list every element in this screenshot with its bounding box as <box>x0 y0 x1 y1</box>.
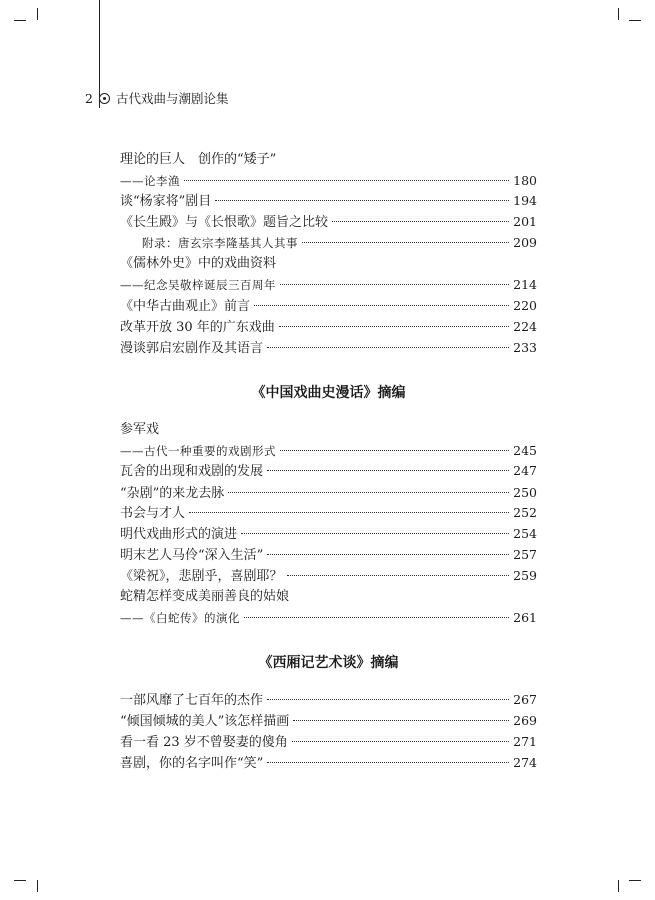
toc-entry-page: 269 <box>513 713 537 728</box>
toc-entry <box>120 420 537 440</box>
toc-entry <box>120 317 537 337</box>
toc-entry-page: 180 <box>513 173 537 188</box>
toc-entry-title: 《梁祝》，悲剧乎，喜剧耶？ <box>120 569 283 584</box>
toc-entry-page: 250 <box>513 485 537 500</box>
dot-leader <box>280 450 509 451</box>
running-header <box>85 90 229 106</box>
toc-entry <box>120 524 537 544</box>
toc-entry-title: 明代戏曲形式的演进 <box>120 527 238 542</box>
dot-leader <box>332 221 509 222</box>
toc-entry <box>120 212 537 232</box>
toc-entry <box>120 150 537 170</box>
toc-entry-page: 252 <box>513 505 537 520</box>
dot-leader <box>184 180 509 181</box>
page-number: 2 <box>85 90 93 106</box>
toc-entry-page: 271 <box>513 734 537 749</box>
toc-entry-title: “杂剧”的来龙去脉 <box>120 486 225 501</box>
dot-leader <box>267 347 509 348</box>
toc-entry <box>120 171 537 191</box>
book-title: 古代戏曲与潮剧论集 <box>116 91 229 106</box>
toc-entry-page: 214 <box>513 277 537 292</box>
toc-entry-title: 改革开放 30 年的广东戏曲 <box>120 320 275 335</box>
dot-leader <box>254 305 509 306</box>
crop-mark-bottom-right-h <box>629 880 641 881</box>
section-heading: 《中国戏曲史漫话》摘编 <box>251 385 406 401</box>
dot-leader <box>267 699 509 700</box>
toc-entry <box>120 441 537 461</box>
dot-leader <box>292 741 509 742</box>
toc-entry-title: ——古代一种重要的戏剧形式 <box>120 444 276 458</box>
toc-entry <box>120 587 537 607</box>
dot-leader <box>267 762 509 763</box>
toc-entry-page: 233 <box>513 340 537 355</box>
toc-entry <box>120 503 537 523</box>
toc-entry-title: 参军戏 <box>120 422 160 437</box>
toc-entry <box>120 732 537 752</box>
dot-leader <box>287 575 510 576</box>
toc-entry-title: 瓦舍的出现和戏剧的发展 <box>120 464 264 479</box>
toc-entry-title: ——《白蛇传》的演化 <box>120 611 240 625</box>
toc-entry-page: 201 <box>513 214 537 229</box>
dot-leader <box>241 533 509 534</box>
toc-entry-page: 224 <box>513 319 537 334</box>
dot-leader <box>244 617 509 618</box>
crop-mark-bottom-right-v <box>618 880 619 892</box>
toc-entry-page: 194 <box>513 193 537 208</box>
toc-entry-title: 看一看 23 岁不曾娶妻的傻角 <box>120 735 288 750</box>
toc-entry-title: 蛇精怎样变成美丽善良的姑娘 <box>120 589 290 604</box>
toc-entry <box>120 461 537 481</box>
crop-mark-top-left-v <box>37 8 38 20</box>
dot-leader <box>267 554 509 555</box>
crop-mark-top-right-v <box>618 8 619 20</box>
section-heading: 《西厢记艺术谈》摘编 <box>258 655 399 671</box>
toc-entry <box>120 296 537 316</box>
dot-leader <box>302 242 509 243</box>
crop-mark-top-right-h <box>629 20 641 21</box>
toc-entry-title: 书会与才人 <box>120 506 186 521</box>
toc-entry-page: 254 <box>513 526 537 541</box>
toc-entry-page: 220 <box>513 298 537 313</box>
toc-entry <box>120 338 537 358</box>
toc-entry-title: 理论的巨人 创作的“矮子” <box>120 152 277 167</box>
toc-entry-page: 257 <box>513 547 537 562</box>
toc-entry <box>120 545 537 565</box>
dot-leader <box>267 470 509 471</box>
dot-leader <box>293 720 509 721</box>
toc-entry-page: 267 <box>513 692 537 707</box>
toc-entry-title: ——纪念吴敬梓诞辰三百周年 <box>120 278 276 292</box>
dot-leader <box>215 200 509 201</box>
toc-entry <box>120 566 537 586</box>
toc-entry-page: 209 <box>513 235 537 250</box>
toc-entry-page: 274 <box>513 755 537 770</box>
toc-entry <box>120 753 537 773</box>
toc-entry <box>120 191 537 211</box>
toc-entry-title: 喜剧，你的名字叫作“笑” <box>120 756 264 771</box>
toc-entry <box>120 608 537 628</box>
toc-entry-title: 《中华古曲观止》前言 <box>120 299 251 314</box>
dot-leader <box>189 512 509 513</box>
toc-entry-title: ——论李渔 <box>120 174 180 188</box>
toc-entry <box>120 254 537 274</box>
toc-entry <box>120 233 537 253</box>
crop-mark-top-left-h <box>14 20 26 21</box>
toc-entry-title: 谈“杨家将”剧目 <box>120 194 212 209</box>
toc-entry-page: 247 <box>513 463 537 478</box>
toc-entry-page: 245 <box>513 443 537 458</box>
circle-ornament-icon <box>99 93 110 104</box>
toc-entry-title: 一部风靡了七百年的杰作 <box>120 693 264 708</box>
toc-entry-title: 《长生殿》与《长恨歌》题旨之比较 <box>120 215 329 230</box>
toc-entry-page: 261 <box>513 610 537 625</box>
toc-entry-page: 259 <box>513 568 537 583</box>
toc-entry-title: 漫谈郭启宏剧作及其语言 <box>120 341 264 356</box>
dot-leader <box>280 284 509 285</box>
toc-entry <box>120 483 537 503</box>
toc-entry-title: 《儒林外史》中的戏曲资料 <box>120 256 277 271</box>
crop-mark-bottom-left-v <box>37 880 38 892</box>
toc-entry <box>120 690 537 710</box>
toc-entry-title: 明末艺人马伶“深入生活” <box>120 548 264 563</box>
toc-entry <box>120 711 537 731</box>
dot-leader <box>279 326 509 327</box>
dot-leader <box>228 492 509 493</box>
crop-mark-bottom-left-h <box>14 880 26 881</box>
toc-entry-title: “倾国倾城的美人”该怎样描画 <box>120 714 290 729</box>
toc-entry-title: 附录：唐玄宗李隆基其人其事 <box>142 236 298 250</box>
toc-entry <box>120 275 537 295</box>
